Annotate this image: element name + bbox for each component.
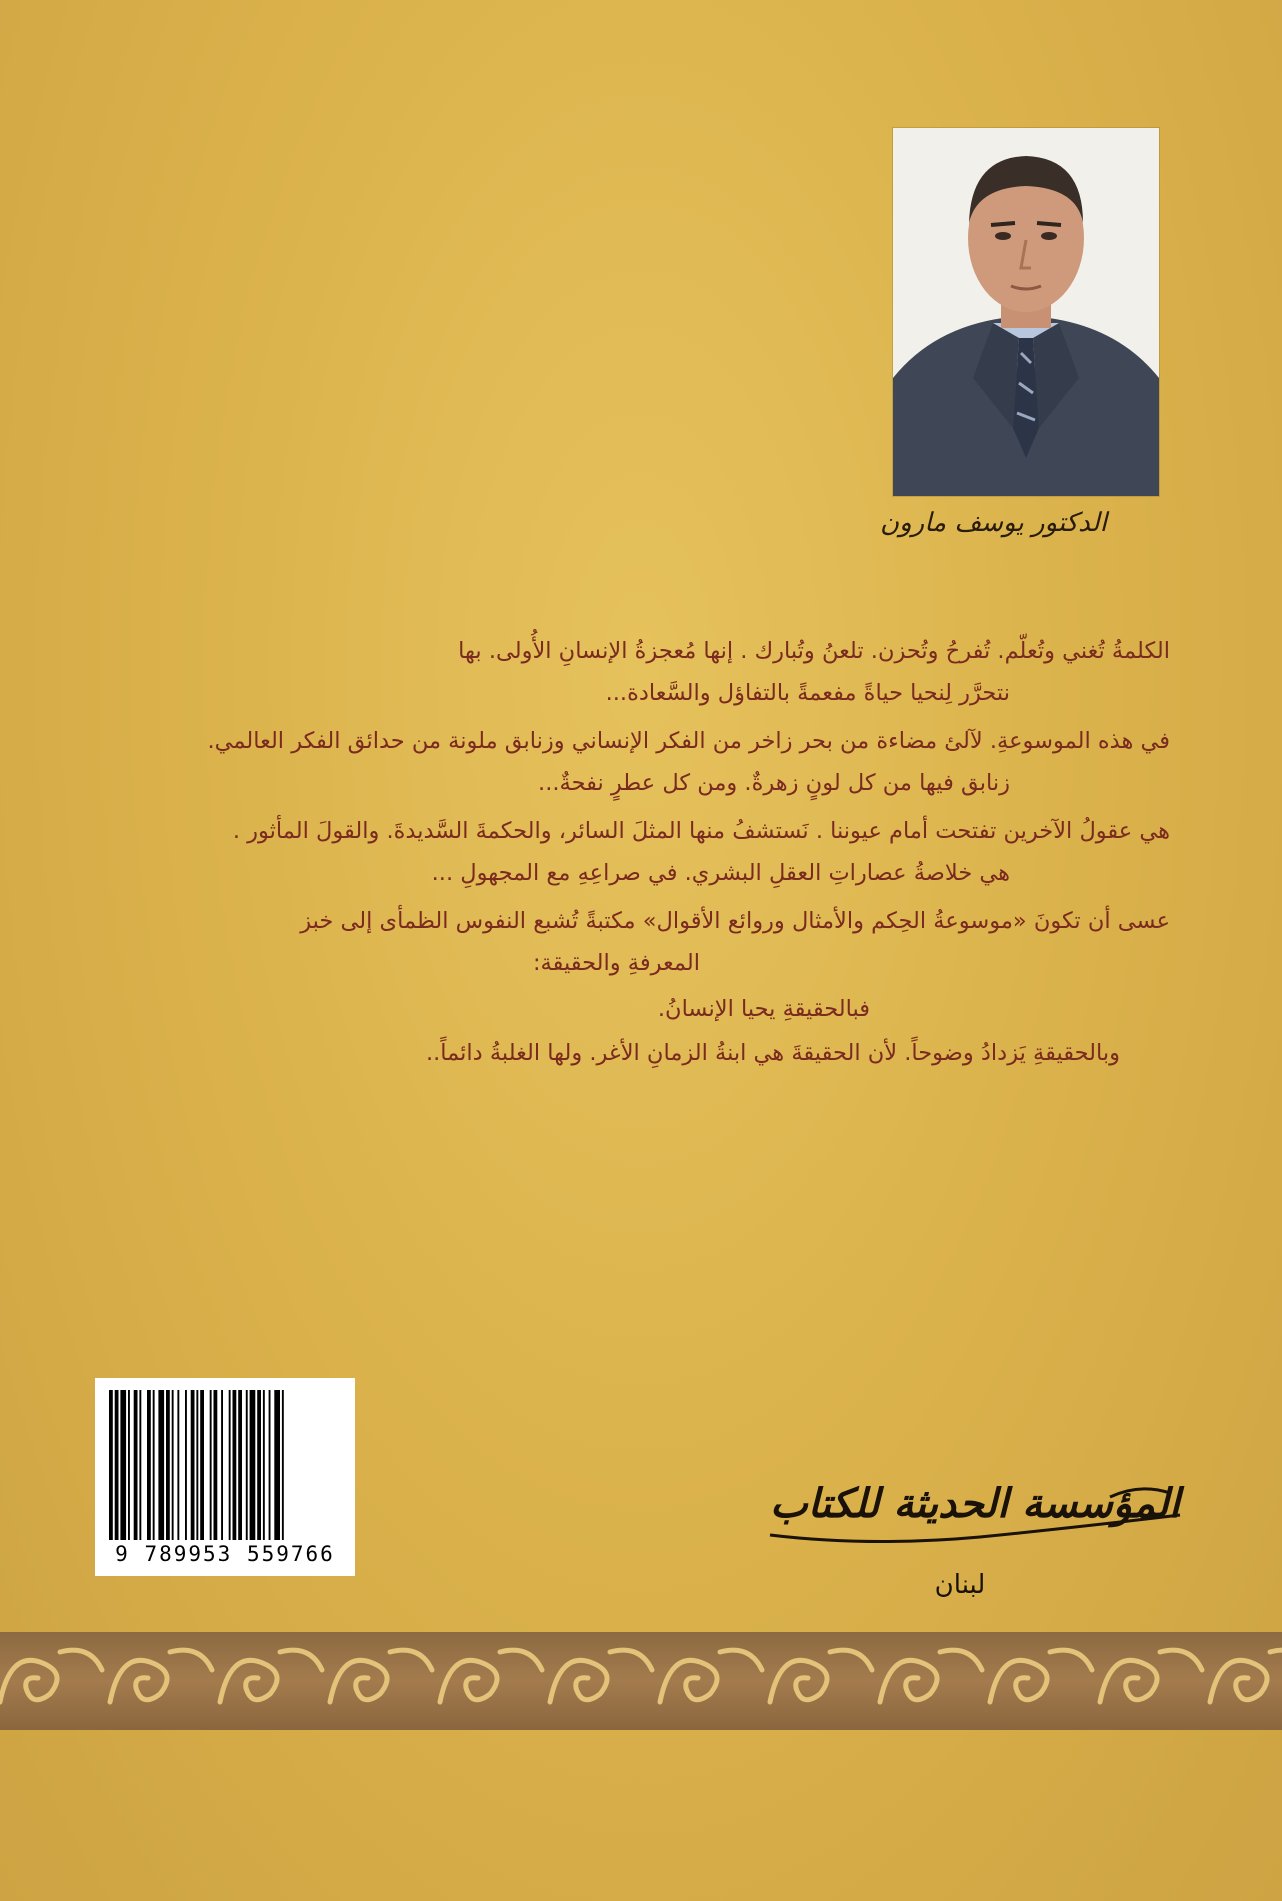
publisher-country: لبنان	[934, 1570, 986, 1600]
blurb-line: هي عقولُ الآخرين تفتحت أمام عيوننا . نَستشفُ منها المثلَ السائر، والحكمةَ السَّديدةَ. والقولَ المأثور .	[232, 818, 1170, 844]
isbn-barcode	[95, 1378, 355, 1576]
publisher-name: المؤسسة الحديثة للكتاب	[770, 1480, 1180, 1527]
blurb-line: وبالحقيقةِ يَزدادُ وضوحاً. لأن الحقيقةَ هي ابنةُ الزمانِ الأغر. ولها الغلبةُ دائماً..	[426, 1040, 1120, 1066]
blurb-line: فبالحقيقةِ يحيا الإنسانُ.	[657, 996, 870, 1022]
author-photo	[893, 128, 1159, 496]
blurb-line: نتحرَّر لِنحيا حياةً مفعمةً بالتفاؤل والسَّعادة...	[605, 680, 1010, 706]
blurb-line: في هذه الموسوعةِ. لآلئ مضاءة من بحر زاخر من الفكر الإنساني وزنابق ملونة من حدائق الفكر العالمي.	[207, 728, 1170, 754]
barcode-number: 9 789953 559766	[115, 1542, 335, 1566]
blurb-line: عسى أن تكونَ «موسوعةُ الحِكم والأمثال وروائع الأقوال» مكتبةً تُشبع النفوس الظمأى إلى خبز	[300, 908, 1170, 934]
blurb-line: الكلمةُ تُغني وتُعلّم. تُفرحُ وتُحزن. تلعنُ وتُبارك . إنها مُعجزةُ الإنسانِ الأُولى. بها	[458, 638, 1170, 664]
barcode-bars	[105, 1390, 345, 1540]
ornamental-band	[0, 1632, 1282, 1730]
blurb-line: زنابق فيها من كل لونٍ زهرةٌ. ومن كل عطرٍ نفحةٌ...	[538, 770, 1010, 796]
blurb-line: المعرفةِ والحقيقة:	[532, 950, 700, 976]
author-photo-illustration	[893, 128, 1159, 496]
swirl-ornament	[0, 1632, 1282, 1730]
blurb-line: هي خلاصةُ عصاراتِ العقلِ البشري. في صراعِهِ مع المجهولِ ...	[431, 860, 1010, 886]
author-name: الدكتور يوسف مارون	[880, 508, 1107, 538]
